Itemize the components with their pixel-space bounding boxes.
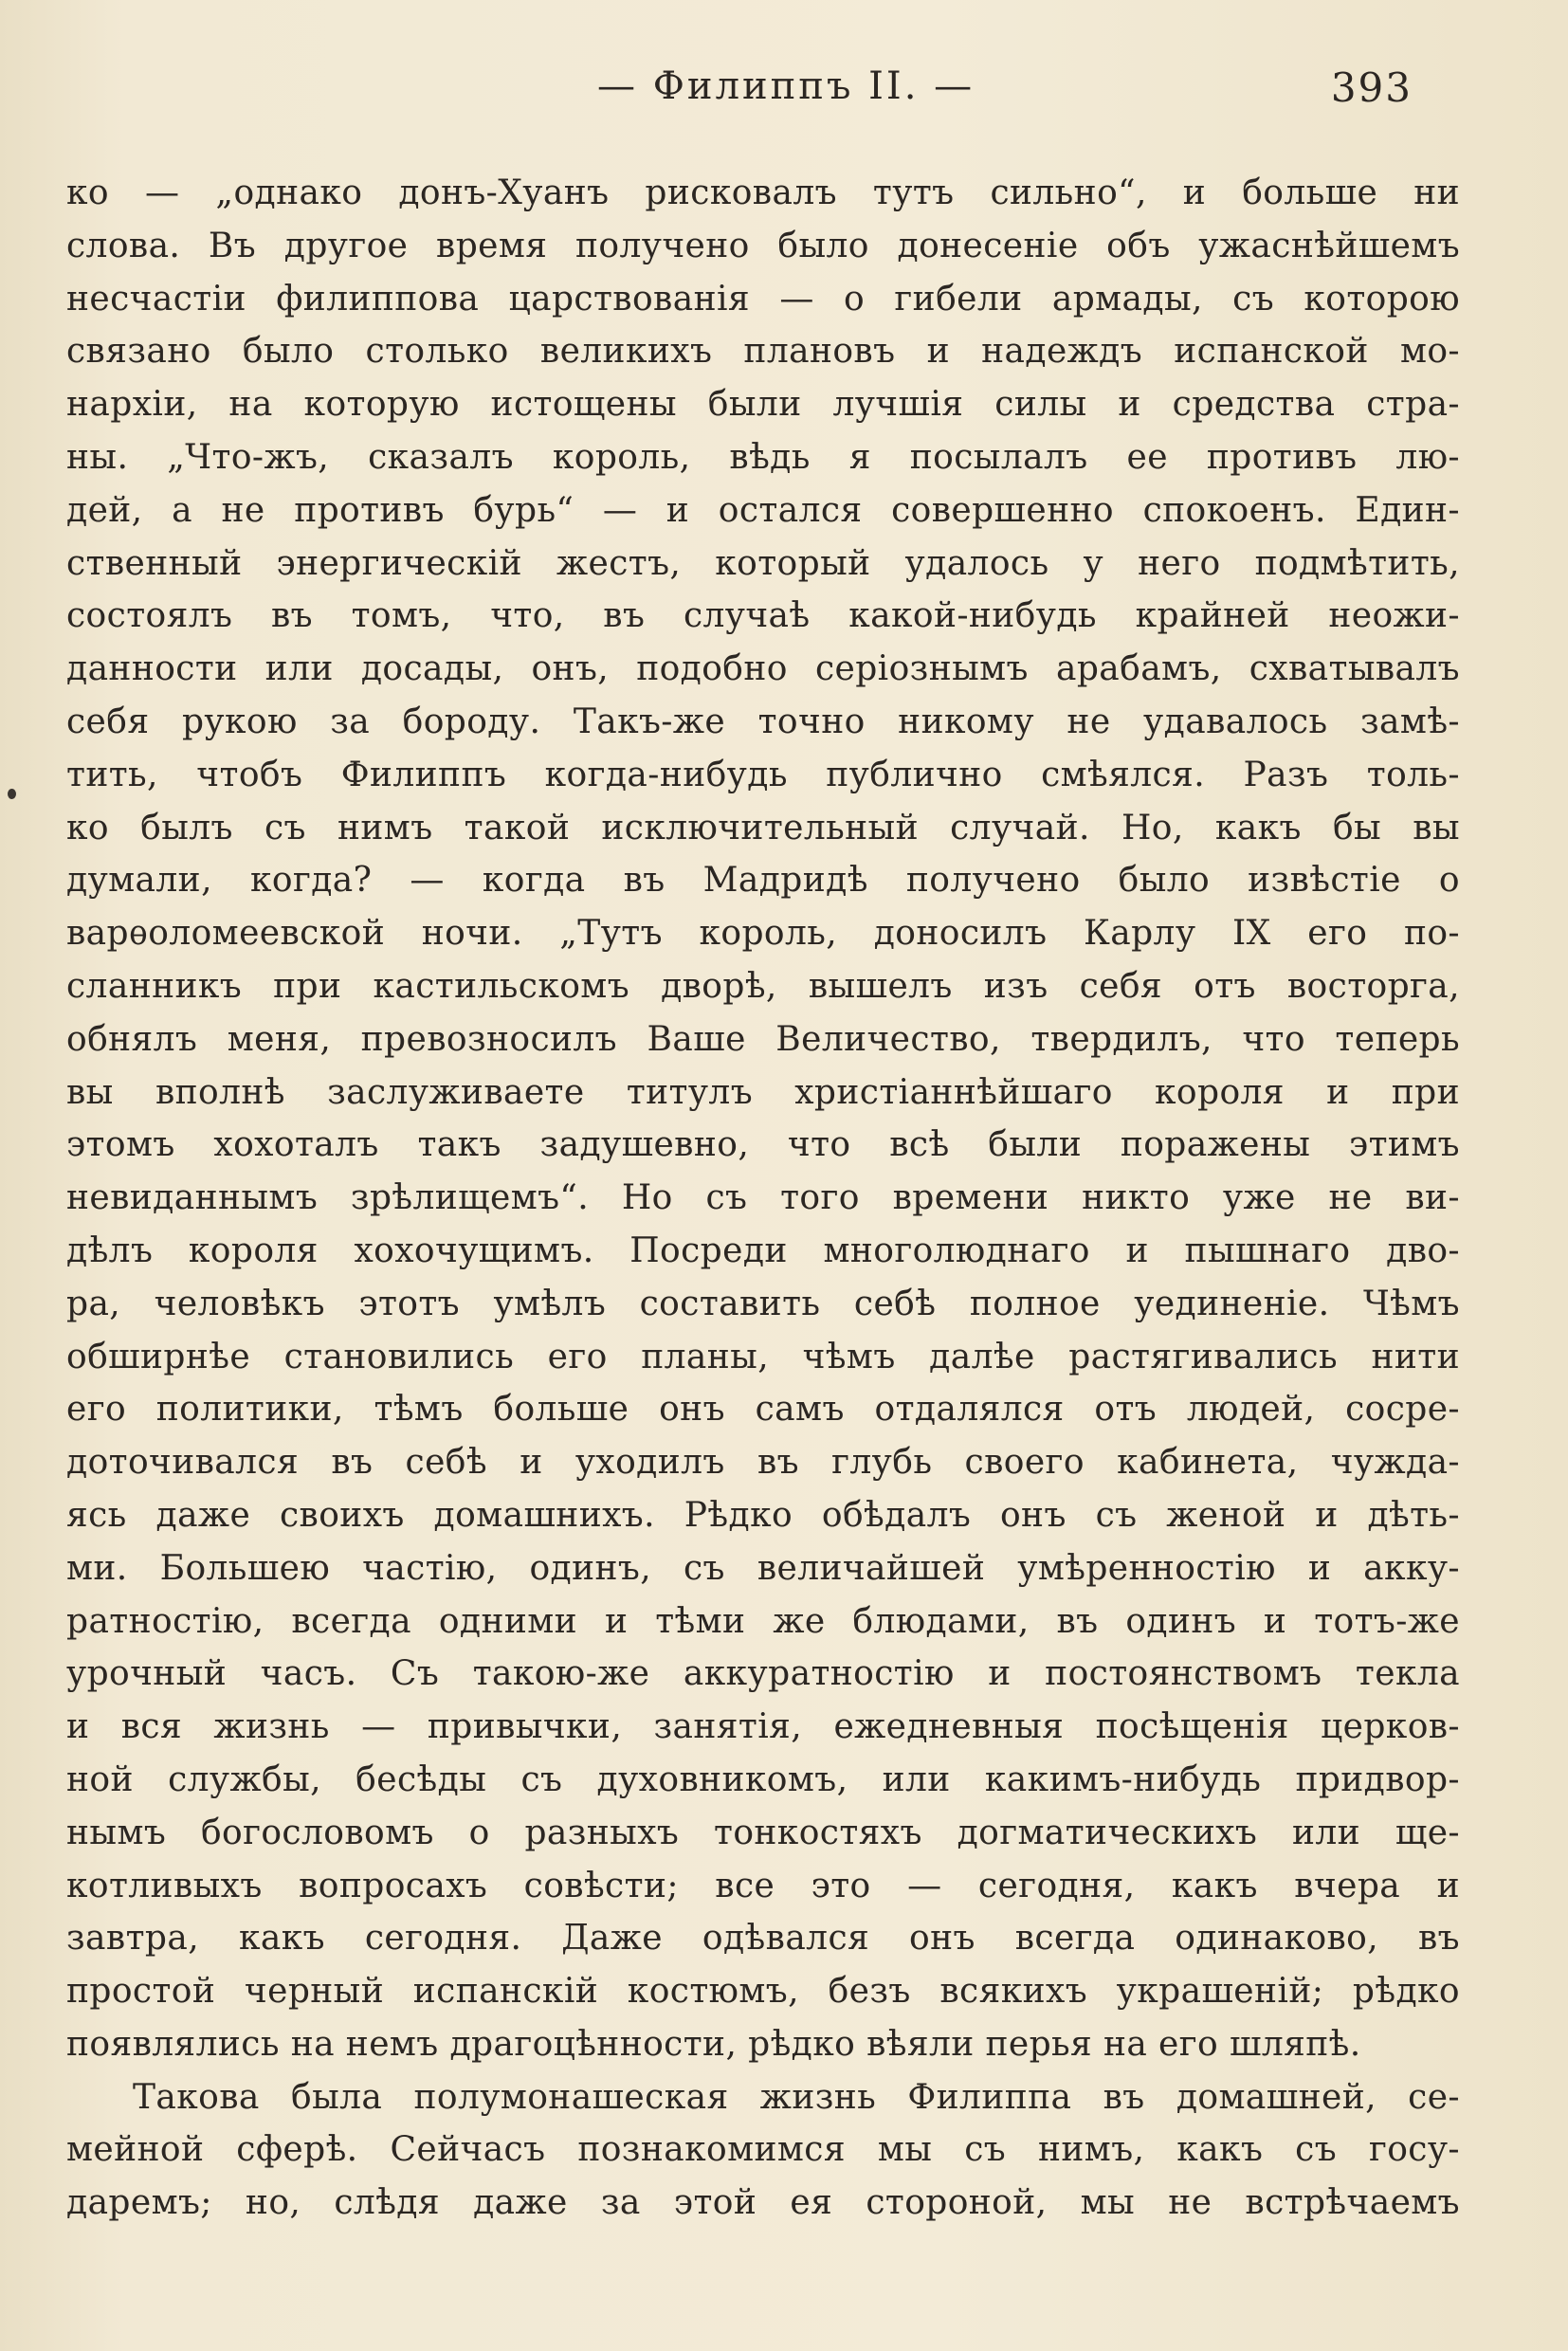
running-title: — Филиппъ II. — [597, 64, 975, 108]
text-line-20: невиданнымъ зрѣлищемъ“. Но съ того времени никто уже не ви- [66, 1178, 1460, 1218]
margin-dot-mark [8, 789, 16, 799]
text-line-28: ратностію, всегда одними и тѣми же блюдами, въ одинъ и тотъ-же [66, 1601, 1460, 1641]
body-text [66, 167, 1460, 2230]
text-line-32: нымъ богословомъ о разныхъ тонкостяхъ догматическихъ или ще- [66, 1813, 1460, 1852]
text-line-6: ны. „Что-жъ, сказалъ король, вѣдь я посылалъ ее противъ лю- [66, 437, 1460, 477]
text-line-36: появлялись на немъ драгоцѣнности, рѣдко вѣяли перья на его шляпѣ. [66, 2024, 1361, 2064]
text-line-5: нархіи, на которую истощены были лучшія силы и средства стра- [66, 385, 1460, 425]
text-line-29: урочный часъ. Съ такою-же аккуратностію и постоянствомъ текла [66, 1654, 1460, 1694]
page-number: 393 [1330, 64, 1413, 111]
text-line-27: ми. Большею частію, одинъ, съ величайшей умѣренностію и акку- [66, 1548, 1460, 1588]
text-line-33: котливыхъ вопросахъ совѣсти; все это — сегодня, какъ вчера и [66, 1866, 1460, 1905]
text-line-13: ко былъ съ нимъ такой исключительный случай. Но, какъ бы вы [66, 808, 1460, 847]
text-line-34: завтра, какъ сегодня. Даже одѣвался онъ всегда одинаково, въ [66, 1919, 1460, 1959]
text-line-14: думали, когда? — когда въ Мадридѣ получено было извѣстіе о [66, 861, 1460, 901]
text-line-18: вы вполнѣ заслуживаете титулъ христіаннѣйшаго короля и при [66, 1072, 1460, 1112]
text-line-2: слова. Въ другое время получено было донесеніе объ ужаснѣйшемъ [66, 226, 1460, 265]
text-line-8: ственный энергическій жестъ, который удалось у него подмѣтить, [66, 543, 1460, 583]
text-line-11: себя рукою за бороду. Такъ-же точно никому не удавалось замѣ- [66, 702, 1460, 741]
text-line-21: дѣлъ короля хохочущимъ. Посреди многолюднаго и пышнаго дво- [66, 1230, 1460, 1270]
text-line-30: и вся жизнь — привычки, занятія, ежедневныя посѣщенія церков- [66, 1707, 1460, 1747]
text-line-4: связано было столько великихъ плановъ и надеждъ испанской мо- [66, 332, 1460, 372]
text-line-25: доточивался въ себѣ и уходилъ въ глубь своего кабинета, чуждa- [66, 1443, 1460, 1483]
text-line-24: его политики, тѣмъ больше онъ самъ отдалялся отъ людей, сосре- [66, 1390, 1460, 1430]
text-line-12: тить, чтобъ Филиппъ когда-нибудь публично смѣялся. Разъ толь- [66, 755, 1460, 794]
text-line-10: данности или досады, онъ, подобно серіознымъ арабамъ, схватывалъ [66, 649, 1460, 689]
text-line-3: несчастіи филиппова царствованія — о гибели армады, съ которою [66, 279, 1460, 319]
text-line-31: ной службы, бесѣды съ духовникомъ, или какимъ-нибудь придвор- [66, 1759, 1460, 1799]
text-line-35: простой черный испанскій костюмъ, безъ всякихъ украшеній; рѣдко [66, 1972, 1460, 2012]
text-line-17: обнялъ меня, превозносилъ Ваше Величество, твердилъ, что теперь [66, 1019, 1460, 1059]
text-line-15: варѳоломеевской ночи. „Тутъ король, доносилъ Карлу IX его по- [66, 914, 1460, 954]
text-line-26: ясь даже своихъ домашнихъ. Рѣдко обѣдалъ онъ съ женой и дѣть- [66, 1495, 1460, 1535]
text-line-39: даремъ; но, слѣдя даже за этой ея стороной, мы не встрѣчаемъ [66, 2183, 1460, 2223]
page-header [66, 55, 1413, 121]
text-line-9: состоялъ въ томъ, что, въ случаѣ какой-нибудь крайней неожи- [66, 596, 1460, 636]
text-line-22: ра, человѣкъ этотъ умѣлъ составить себѣ полное уединеніе. Чѣмъ [66, 1284, 1460, 1323]
text-line-7: дей, а не противъ бурь“ — и остался совершенно спокоенъ. Един- [66, 490, 1460, 530]
text-line-16: сланникъ при кастильскомъ дворѣ, вышелъ изъ себя отъ восторга, [66, 966, 1460, 1006]
text-line-38: мейной сферѣ. Сейчасъ познакомимся мы съ нимъ, какъ съ госу- [66, 2130, 1460, 2170]
text-line-1: ко — „однако донъ-Хуанъ рисковалъ тутъ сильно“, и больше ни [66, 173, 1460, 212]
text-line-37: Такова была полумонашеская жизнь Филиппа въ домашней, се- [133, 2077, 1460, 2117]
text-line-19: этомъ хохоталъ такъ задушевно, что всѣ были поражены этимъ [66, 1125, 1460, 1165]
text-line-23: обширнѣе становились его планы, чѣмъ далѣе растягивались нити [66, 1337, 1460, 1376]
